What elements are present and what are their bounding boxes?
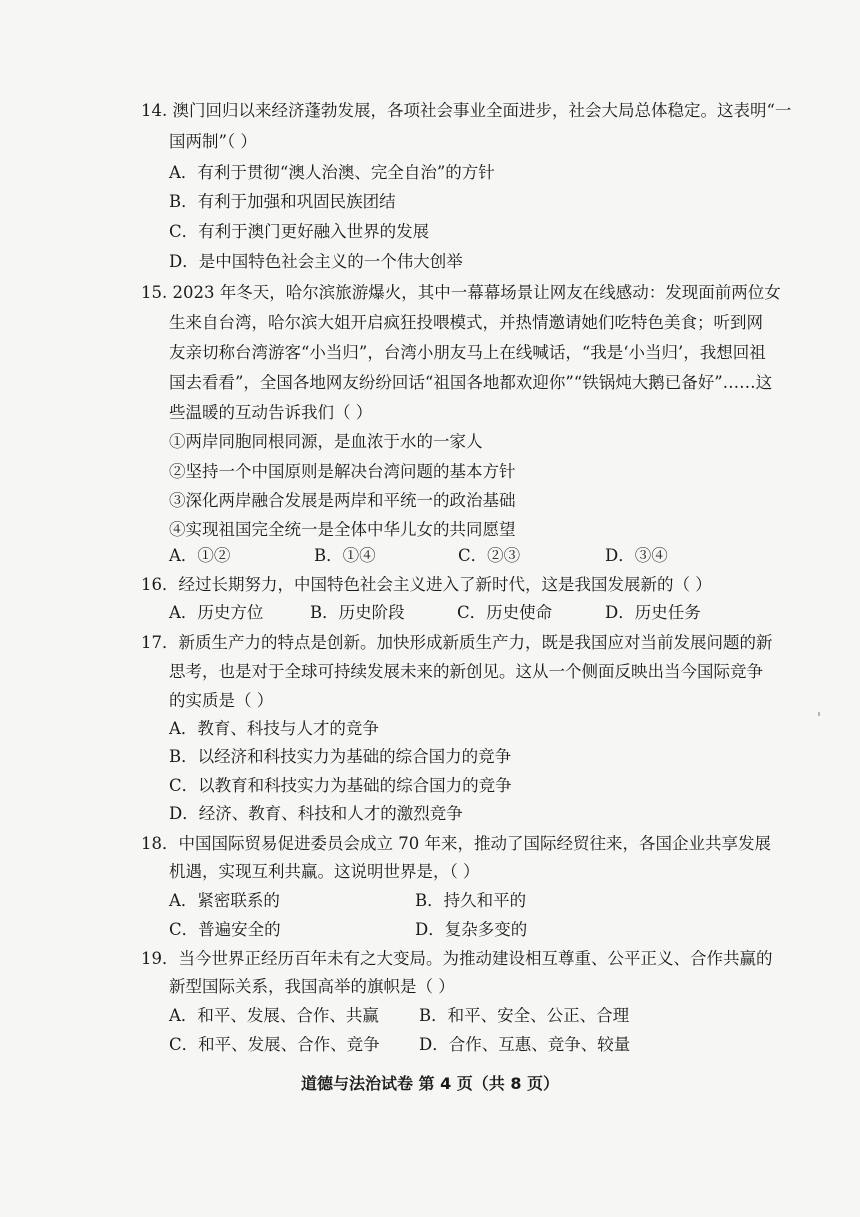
q17-option-a: A．教育、科技与人才的竞争 [169,719,379,738]
q15-stem-line-3: 友亲切称台湾游客“小当归”，台湾小朋友马上在线喊话，“我是‘小当归’，我想回祖 [169,343,766,362]
q16-option-d: D．历史任务 [605,603,701,622]
q14-option-c: C．有利于澳门更好融入世界的发展 [169,222,430,241]
q19-options [169,1005,639,1057]
q18-option-a: A．紧密联系的 [169,891,280,910]
q19-stem-line-2: 新型国际关系，我国高举的旗帜是（ ） [169,977,455,996]
q15-stem-line-5: 些温暖的互动告诉我们（ ） [169,403,373,422]
q18-option-b: B．持久和平的 [415,891,527,910]
q16-stem: 16．经过长期努力，中国特色社会主义进入了新时代，这是我国发展新的（ ） [141,575,712,594]
q16-options [169,602,729,624]
q17-stem-line-2: 思考，也是对于全球可持续发展未来的新创见。这从一个侧面反映出当今国际竞争 [169,662,763,681]
q17-option-b: B．以经济和科技实力为基础的综合国力的竞争 [169,747,512,766]
q14-option-b: B．有利于加强和巩固民族团结 [169,192,396,211]
q18-option-d: D．复杂多变的 [415,920,528,939]
q15-option-c: C．②③ [458,546,521,565]
q19-option-d: D．合作、互惠、竞争、较量 [419,1035,631,1054]
q15-statement-2: ②坚持一个中国原则是解决台湾问题的基本方针 [169,462,516,481]
q15-option-a: A．①② [169,546,231,565]
q17-option-c: C．以教育和科技实力为基础的综合国力的竞争 [169,776,512,795]
q14-stem-line-2: 国两制”（ ） [169,132,257,151]
q18-stem-line-1: 18．中国国际贸易促进委员会成立 70 年来，推动了国际经贸往来，各国企业共享发展 [141,834,771,853]
q15-option-b: B．①④ [314,546,376,565]
q17-option-d: D．经济、教育、科技和人才的激烈竞争 [169,804,463,823]
q19-option-a: A．和平、发展、合作、共赢 [169,1006,379,1025]
q15-stem-line-1: 15. 2023 年冬天，哈尔滨旅游爆火，其中一幕幕场景让网友在线感动：发现面前两位女 [141,283,781,302]
q16-option-c: C．历史使命 [457,603,553,622]
q18-option-c: C．普遍安全的 [169,920,281,939]
q14-option-d: D．是中国特色社会主义的一个伟大创举 [169,252,463,271]
q14-option-a: A．有利于贯彻“澳人治澳、完全自治”的方针 [169,163,495,182]
q19-option-c: C．和平、发展、合作、竞争 [169,1035,380,1054]
q17-stem-line-1: 17．新质生产力的特点是创新。加快形成新质生产力，既是我国应对当前发展问题的新 [141,633,773,652]
q15-options [169,545,689,567]
q15-statement-3: ③深化两岸融合发展是两岸和平统一的政治基础 [169,491,516,510]
q15-option-d: D．③④ [605,546,668,565]
q17-stem-line-3: 的实质是（ ） [169,691,274,710]
q16-option-a: A．历史方位 [169,603,264,622]
q16-option-b: B．历史阶段 [310,603,405,622]
scan-speck [818,712,820,716]
q18-options [169,890,589,942]
q14-stem-line-1: 14. 澳门回归以来经济蓬勃发展，各项社会事业全面进步，社会大局总体稳定。这表明“一 [141,101,792,120]
q18-stem-line-2: 机遇，实现互利共赢。这说明世界是，（ ） [169,862,480,881]
q19-stem-line-1: 19．当今世界正经历百年未有之大变局。为推动建设相互尊重、公平正义、合作共赢的 [141,949,773,968]
q15-statement-1: ①两岸同胞同根同源，是血浓于水的一家人 [169,432,483,451]
q19-option-b: B．和平、安全、公正、合理 [419,1006,630,1025]
q15-stem-line-2: 生来自台湾，哈尔滨大姐开启疯狂投喂模式，并热情邀请她们吃特色美食；听到网 [169,313,763,332]
page-footer: 道德与法治试卷 第 4 页（共 8 页） [300,1074,560,1093]
q15-statement-4: ④实现祖国完全统一是全体中华儿女的共同愿望 [169,520,516,539]
q15-stem-line-4: 国去看看”，全国各地网友纷纷回话“祖国各地都欢迎你”“铁锅炖大鹅已备好”……这 [169,373,773,392]
